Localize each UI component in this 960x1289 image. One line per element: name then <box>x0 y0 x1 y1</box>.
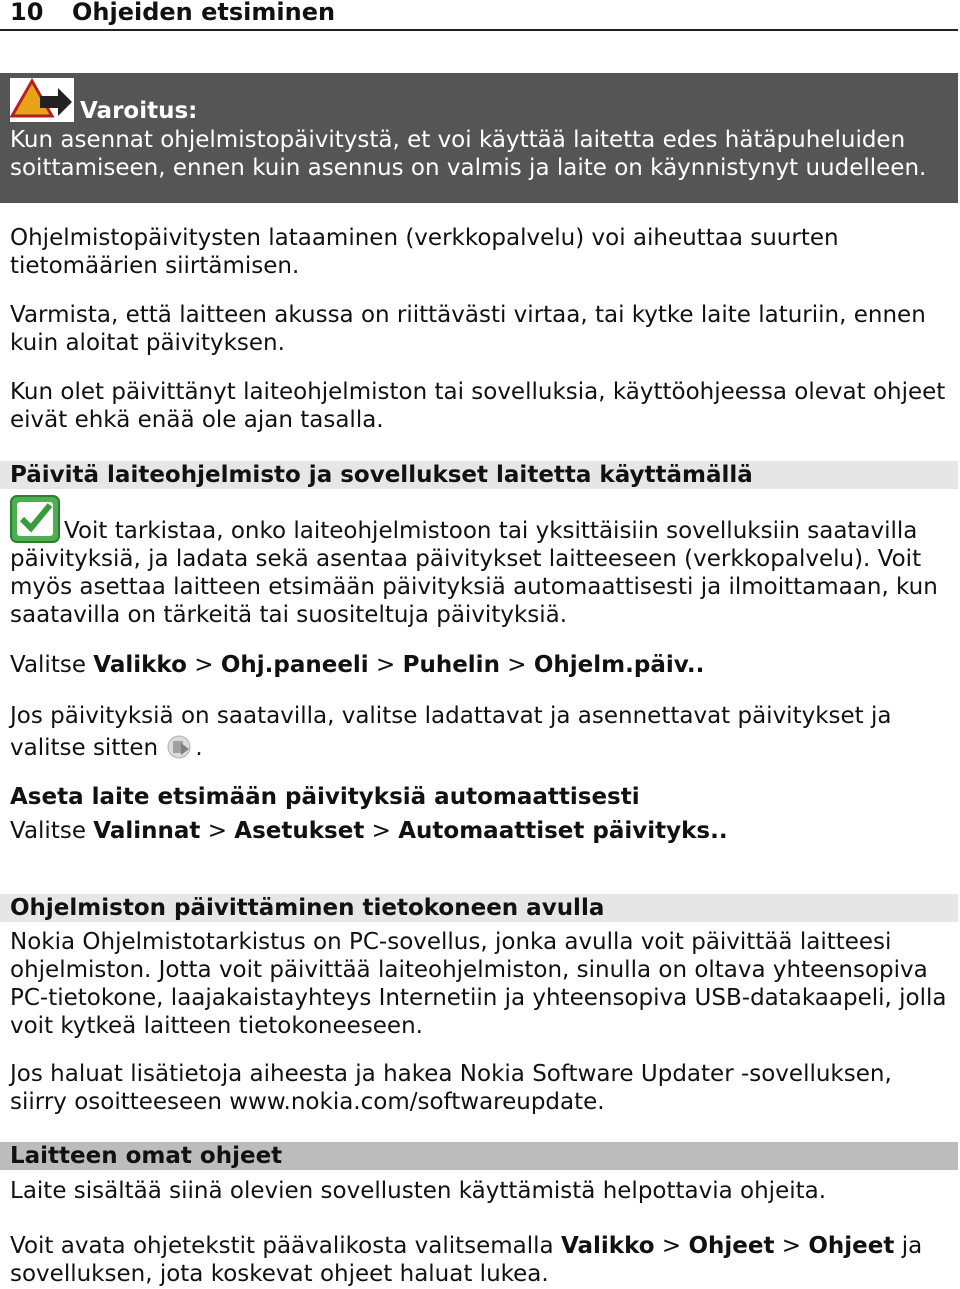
menu-item-ohjelm-paiv: Ohjelm.päiv. <box>533 652 696 678</box>
menu-item-automaattiset-paivityks: Automaattiset päivityks. <box>398 818 719 844</box>
warning-text: Kun asennat ohjelmistopäivitystä, et voi käyttää laitetta edes hätäpuheluiden soittamiseen, ennen kuin asennus on valmis ja laite on käynnistynyt uudelleen. <box>10 127 927 181</box>
menu-path-updates: Valitse Valikko > Ohj.paneeli > Puhelin > Ohjelm.päiv.. <box>10 652 705 678</box>
menu-item-ohj-paneeli: Ohj.paneeli <box>220 652 369 678</box>
paragraph-software-updater: Jos haluat lisätietoja aiheesta ja hakea Nokia Software Updater -sovelluksen, siirry osoitteeseen www.nokia.com/softwareupdate. <box>10 1061 892 1115</box>
menu-item-ohjeet: Ohjeet <box>688 1233 775 1259</box>
section-heading-band <box>0 461 958 489</box>
section-heading-band <box>0 1142 958 1170</box>
menu-item-valikko-help: Valikko <box>560 1233 655 1259</box>
menu-path-auto-updates: Valitse Valinnat > Asetukset > Automaattiset päivityks.. <box>10 818 728 844</box>
menu-item-puhelin: Puhelin <box>402 652 500 678</box>
menu-item-valikko: Valikko <box>93 652 187 678</box>
paragraph-device-help: Laite sisältää siinä olevien sovellusten käyttämistä helpottavia ohjeita. <box>10 1178 827 1204</box>
paragraph-open-help: Voit avata ohjetekstit päävalikosta valitsemalla Valikko > Ohjeet > Ohjeet ja sovelluksen, jota koskevat ohjeet haluat lukea. <box>10 1233 923 1287</box>
page-number: 10 <box>10 0 44 26</box>
page-header <box>0 0 958 31</box>
start-update-icon <box>165 733 195 761</box>
paragraph-battery: Varmista, että laitteen akussa on riittävästi virtaa, tai kytke laite laturiin, ennen kuin aloitat päivityksen. <box>10 302 926 356</box>
paragraph-select-updates: Jos päivityksiä on saatavilla, valitse ladattavat ja asennettavat päivitykset ja valitse sitten . <box>10 703 892 761</box>
paragraph-data-transfer: Ohjelmistopäivitysten lataaminen (verkkopalvelu) voi aiheuttaa suurten tietomäärien siirtämisen. <box>10 225 839 279</box>
warning-icon <box>10 78 74 122</box>
subheading-auto-updates: Aseta laite etsimään päivityksiä automaattisesti <box>10 784 640 810</box>
section-heading-pc-update: Ohjelmiston päivittäminen tietokoneen avulla <box>10 895 605 921</box>
section-heading-device-help: Laitteen omat ohjeet <box>10 1143 283 1169</box>
page-title: Ohjeiden etsiminen <box>72 0 336 26</box>
menu-item-valinnat: Valinnat <box>93 818 201 844</box>
paragraph-updates-intro: Voit tarkistaa, onko laiteohjelmistoon tai yksittäisiin sovelluksiin saatavilla päivityksiä, ja ladata sekä asentaa päivitykset laitteeseen (verkkopalvelu). Voit myös asettaa laitteen etsimään päivityksiä automaattisesti ja ilmoittamaan, kun saatavilla on tärkeitä tai suositeltuja päivityksiä. <box>10 518 938 628</box>
menu-item-ohjeet-sub: Ohjeet <box>808 1233 895 1259</box>
paragraph-pc-suite: Nokia Ohjelmistotarkistus on PC-sovellus, jonka avulla voit päivittää laitteesi ohjelmiston. Jotta voit päivittää laiteohjelmiston, sinulla on oltava yhteensopiva PC-tietokone, laajakaistayhteys Internetiin ja yhteensopiva USB-datakaapeli, jolla voit kytkeä laitteen tietokoneeseen. <box>10 929 947 1039</box>
warning-box <box>0 73 958 203</box>
warning-label: Varoitus: <box>80 98 198 124</box>
menu-item-asetukset: Asetukset <box>234 818 365 844</box>
paragraph-outdated-guide: Kun olet päivittänyt laiteohjelmiston tai sovelluksia, käyttöohjeessa olevat ohjeet eivät ehkä enää ole ajan tasalla. <box>10 379 946 433</box>
section-heading-band <box>0 894 958 922</box>
section-heading-update-device: Päivitä laiteohjelmisto ja sovellukset laitetta käyttämällä <box>10 462 753 488</box>
